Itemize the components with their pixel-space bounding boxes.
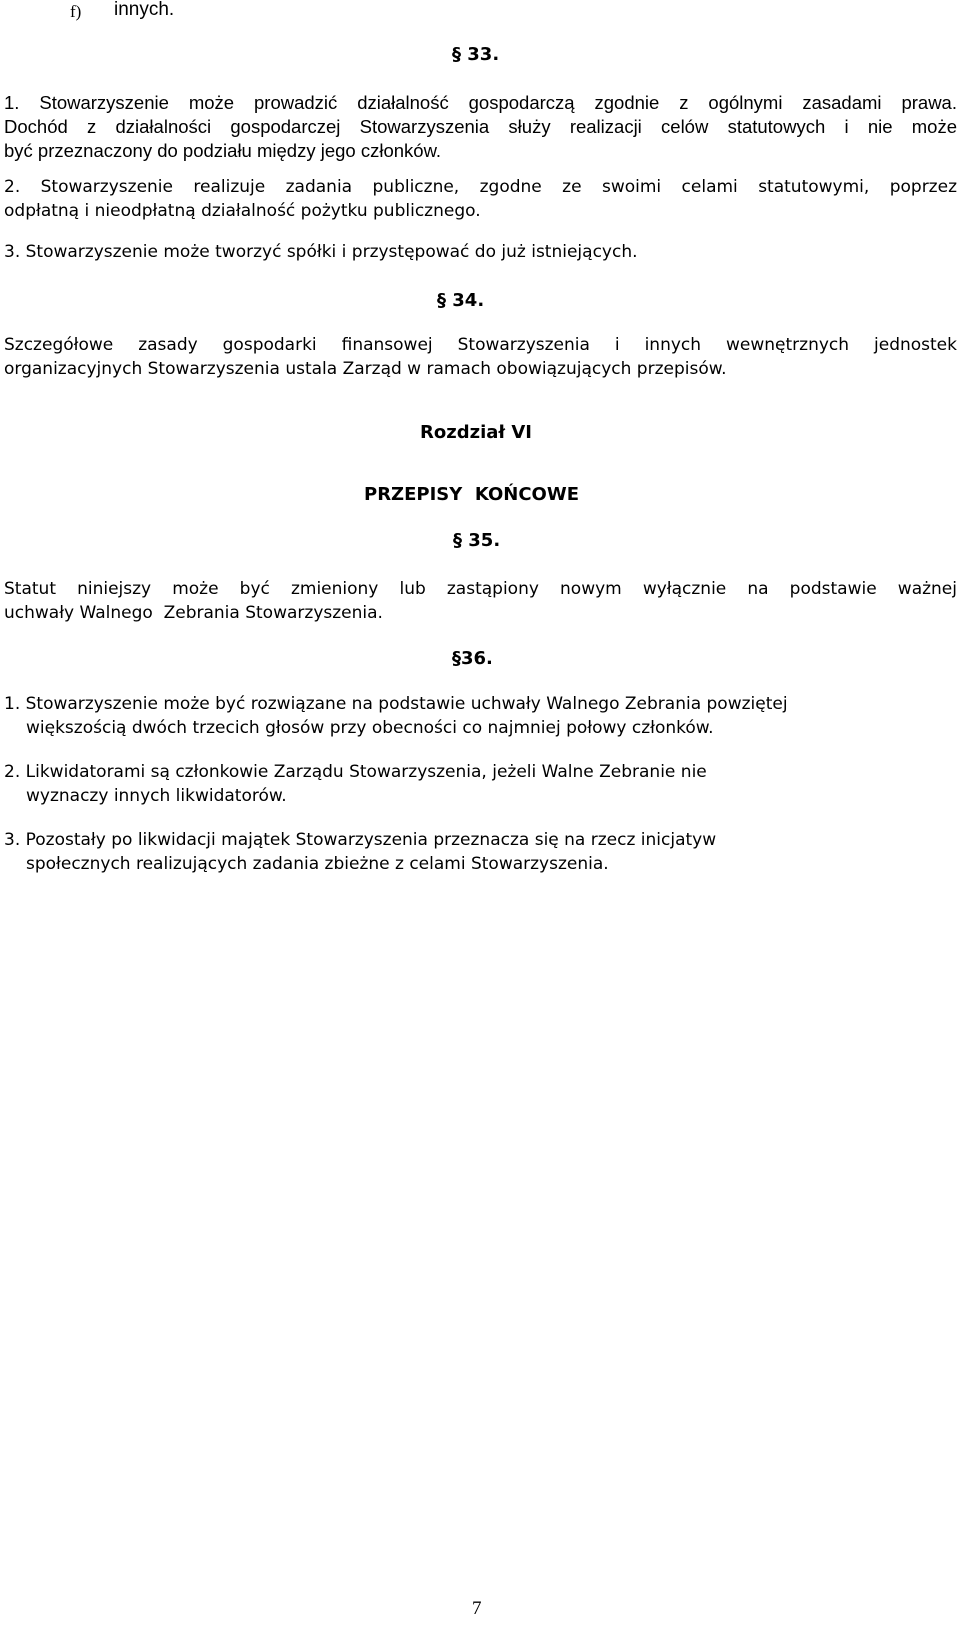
- s35-line2: uchwały Walnego Zebrania Stowarzyszenia.: [4, 603, 383, 623]
- s34-line1: Szczegółowe zasady gospodarki finansowej Stowarzyszenia i innych wewnętrznych jednostek: [4, 335, 957, 355]
- s36-p3-line2: społecznych realizujących zadania zbieżne z celami Stowarzyszenia.: [26, 854, 609, 874]
- s33-p2-line1: 2. Stowarzyszenie realizuje zadania publiczne, zgodne ze swoimi celami statutowymi, poprzez: [4, 177, 957, 197]
- section-35-heading: § 35.: [453, 530, 501, 551]
- s33-p1-line2: Dochód z działalności gospodarczej Stowarzyszenia służy realizacji celów statutowych i nie może: [4, 116, 957, 137]
- s33-p3: 3. Stowarzyszenie może tworzyć spółki i przystępować do już istniejących.: [4, 242, 638, 262]
- chapter-title: PRZEPISY KOŃCOWE: [364, 484, 579, 505]
- list-item-text: innych.: [114, 0, 175, 20]
- s35-line1: Statut niniejszy może być zmieniony lub zastąpiony nowym wyłącznie na podstawie ważnej: [4, 579, 957, 599]
- s36-p3-line1: 3. Pozostały po likwidacji majątek Stowarzyszenia przeznacza się na rzecz inicjatyw: [4, 830, 717, 850]
- section-36-heading: §36.: [452, 648, 493, 669]
- s33-p2-line2: odpłatną i nieodpłatną działalność pożytku publicznego.: [4, 201, 481, 221]
- s36-p1-line2: większością dwóch trzecich głosów przy obecności co najmniej połowy członków.: [26, 718, 714, 738]
- list-marker: f): [70, 2, 82, 21]
- chapter-number: Rozdział VI: [420, 422, 532, 443]
- s34-line2: organizacyjnych Stowarzyszenia ustala Zarząd w ramach obowiązujących przepisów.: [4, 359, 727, 379]
- section-33-heading: § 33.: [452, 44, 500, 65]
- s36-p2-line2: wyznaczy innych likwidatorów.: [26, 786, 287, 806]
- s33-p1-line3: być przeznaczony do podziału między jego członków.: [4, 140, 442, 161]
- s36-p2-line1: 2. Likwidatorami są członkowie Zarządu Stowarzyszenia, jeżeli Walne Zebranie nie: [4, 762, 707, 782]
- page-number: 7: [472, 1598, 482, 1619]
- s33-p1-line1: 1. Stowarzyszenie może prowadzić działalność gospodarczą zgodnie z ogólnymi zasadami prawa.: [4, 92, 957, 113]
- section-34-heading: § 34.: [437, 290, 485, 311]
- s36-p1-line1: 1. Stowarzyszenie może być rozwiązane na podstawie uchwały Walnego Zebrania powziętej: [4, 694, 788, 714]
